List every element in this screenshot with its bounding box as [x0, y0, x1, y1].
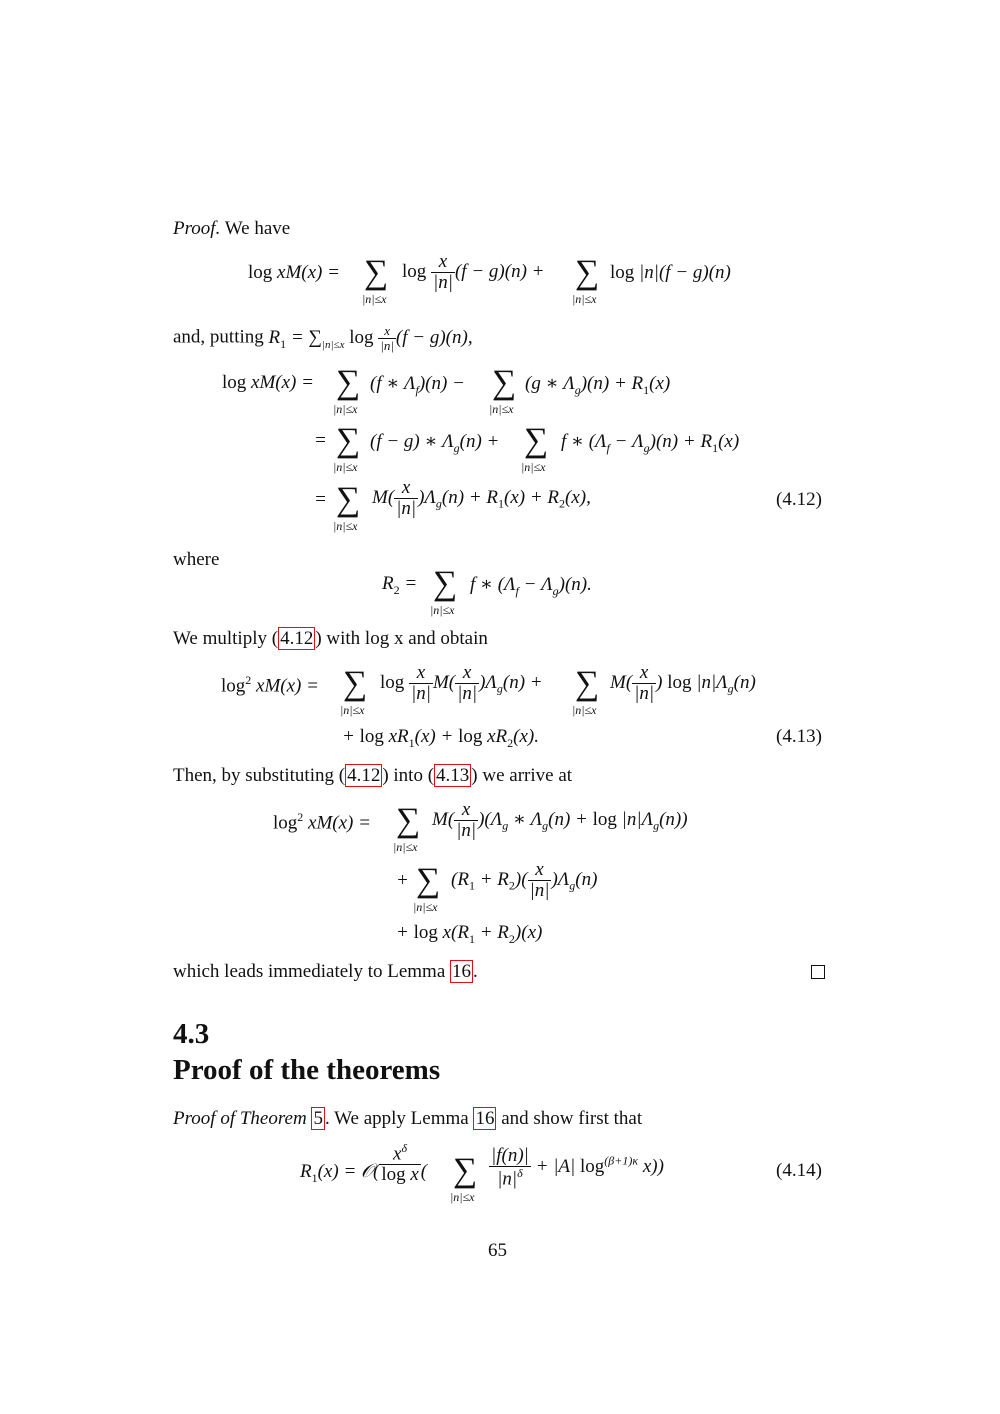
section-number: 4.3: [173, 1018, 210, 1050]
putting-text: and, putting: [173, 326, 264, 348]
qed-box: [811, 965, 825, 979]
equation-number: (4.12): [776, 489, 822, 510]
lemma-ref[interactable]: 16: [452, 961, 472, 982]
sum-symbol: ∑: [364, 254, 389, 291]
where-text: where: [173, 549, 220, 570]
equation-ref-4-12[interactable]: 4.12: [347, 765, 381, 786]
section-title: Proof of the theorems: [173, 1054, 441, 1086]
substituting-line: Then, by substituting ( 4.12 ) into ( 4.13 ) we arrive at: [173, 765, 573, 786]
theorem-ref[interactable]: 5: [313, 1108, 323, 1129]
multiply-line: We multiply ( 4.12 ) with log x and obtain: [173, 628, 488, 649]
sum-subscript: |n|≤x: [572, 292, 597, 306]
leads-line: which leads immediately to Lemma 16 .: [173, 961, 478, 982]
equation-ref-4-12[interactable]: 4.12: [280, 628, 314, 649]
sum-subscript: |n|≤x: [362, 292, 387, 306]
equation-number: (4.13): [776, 726, 822, 747]
equation-ref-4-13[interactable]: 4.13: [436, 765, 470, 786]
proof-intro: We have: [224, 218, 291, 239]
proof-intro-line: [173, 218, 290, 240]
page-number: 65: [488, 1240, 507, 1261]
lemma-ref[interactable]: 16: [475, 1108, 495, 1129]
sum-symbol: ∑: [575, 254, 600, 291]
equation-number: (4.14): [776, 1160, 822, 1181]
proof-label: Proof.: [173, 218, 221, 239]
putting-line: and, putting $R_1 = \sum_{|n|\le x}$ log $\frac{x}{|n|}$ (f − g)(n),: [173, 323, 473, 353]
proof-theorem-line: Proof of Theorem 5 . We apply Lemma 16 and show first that: [173, 1108, 643, 1129]
